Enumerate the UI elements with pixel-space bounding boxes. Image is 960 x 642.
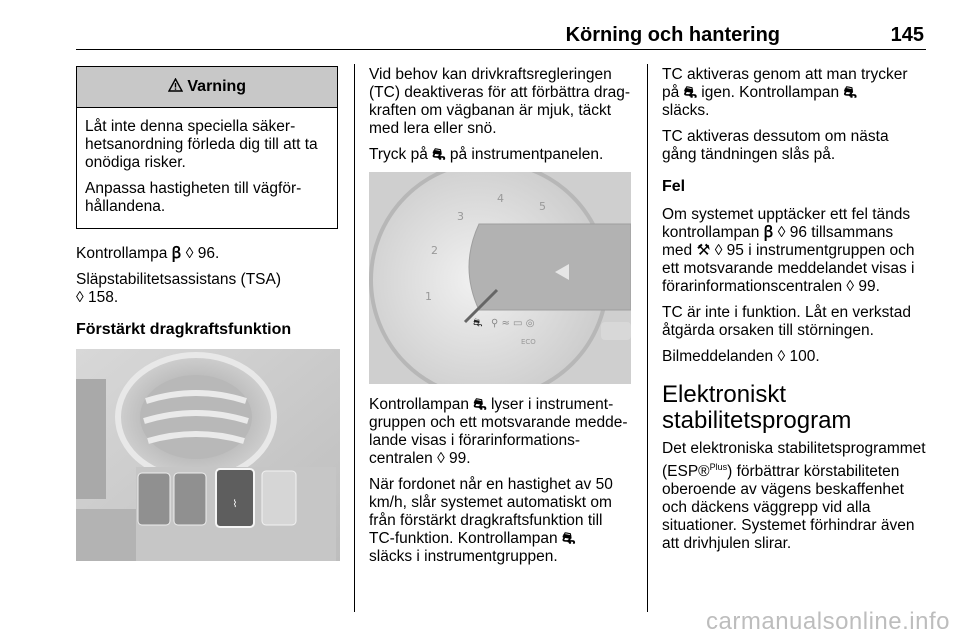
gauge-tick: 3 xyxy=(457,210,464,223)
traction-off-icon: ⛐ xyxy=(561,530,576,547)
traction-off-icon: ⛐ xyxy=(843,84,857,101)
paragraph xyxy=(662,348,927,366)
warning-body xyxy=(77,108,337,228)
text: 99. xyxy=(854,278,880,295)
text: släcks. xyxy=(662,102,710,119)
header-rule xyxy=(76,49,926,50)
svg-text:⌇: ⌇ xyxy=(232,499,238,510)
paragraph: Vid behov kan drivkraftsregleringen (TC) deaktiveras för att förbättra dragkraften om vägbanan är mjuk, täckt med lera eller snö. xyxy=(369,66,631,137)
paragraph xyxy=(369,396,631,468)
paragraph xyxy=(662,206,927,296)
paragraph xyxy=(369,146,631,164)
text: släcks i instrumentgruppen. xyxy=(369,548,558,565)
section-heading: Förstärkt dragkraftsfunktion xyxy=(76,321,292,338)
instrument-cluster-photo xyxy=(369,172,631,384)
gauge-tick: 2 xyxy=(431,244,438,257)
traction-off-icon: ⛐ xyxy=(473,396,487,413)
paragraph xyxy=(76,271,338,307)
page-ref-icon: ◊ xyxy=(777,348,786,365)
text: ) förbättrar körstabiliteten oberoende av vägens beskaffenhet och däckens väggrepp vid alla situationer. Systemet förhindrar även att drivhjulen slirar. xyxy=(662,463,915,553)
paragraph xyxy=(662,440,927,553)
eco-label: ECO xyxy=(521,338,536,346)
text: Kontrollampan xyxy=(369,396,474,413)
page-ref-icon: ◊ xyxy=(846,278,855,295)
section-heading-fel: Fel xyxy=(662,178,686,195)
text: 96. xyxy=(193,245,220,262)
chapter-title: Körning och hantering xyxy=(565,24,780,46)
text: Tryck på xyxy=(369,146,433,163)
warning-text-1: Låt inte denna speciella säkerhetsanordning förleda dig till att ta onödiga risker. xyxy=(85,118,318,171)
section-heading-esp: Elektroniskt stabilitetsprogram xyxy=(662,381,852,434)
traction-off-icon: ⛐ xyxy=(432,146,446,163)
paragraph xyxy=(369,476,631,566)
gauge-tick: 5 xyxy=(539,200,546,213)
warning-triangle-icon xyxy=(168,78,187,95)
page-ref-icon: ◊ xyxy=(777,224,786,241)
gauge-tick: 1 xyxy=(425,290,432,303)
text: 99. xyxy=(444,450,471,467)
text: Det elektroniska stabilitetsprogrammet (ESP® xyxy=(662,440,926,481)
paragraph xyxy=(76,245,338,263)
service-wrench-icon: ⚒ xyxy=(696,242,711,259)
traction-switch-photo xyxy=(76,349,340,561)
text: på instrumentpanelen. xyxy=(445,146,604,163)
svg-text:⚲ ≈ ▭ ◎: ⚲ ≈ ▭ ◎ xyxy=(491,318,535,329)
column-1 xyxy=(76,66,338,561)
text: TC aktiveras genom att man trycker på xyxy=(662,66,908,101)
column-2 xyxy=(369,66,631,574)
text: Bilmeddelanden xyxy=(662,348,778,365)
text: 100. xyxy=(785,348,820,365)
traction-off-icon: ⛐ xyxy=(683,84,697,101)
skid-warning-icon: ꞵ xyxy=(171,245,182,262)
page-ref-icon: ◊ xyxy=(437,450,445,467)
warning-title: Varning xyxy=(187,78,247,95)
column-divider xyxy=(354,64,355,612)
text: Släpstabilitetsassistans (TSA) xyxy=(76,271,282,288)
warning-text-2: Anpassa hastigheten till vägförhållandena. xyxy=(85,180,302,215)
text: Kontrollampa xyxy=(76,245,172,262)
superscript: Plus xyxy=(709,462,728,472)
text: 95 i instrumentgruppen och ett motsvarande meddelandet visas i förarinformationscentralen xyxy=(662,242,915,295)
watermark: carmanualsonline.info xyxy=(706,608,950,635)
page-ref-icon: ◊ xyxy=(76,289,84,306)
paragraph xyxy=(662,66,927,120)
paragraph: TC aktiveras dessutom om nästa gång tändningen slås på. xyxy=(662,128,889,163)
warning-header xyxy=(77,67,337,108)
text: När fordonet når en hastighet av 50 km/h, slår systemet automatiskt om från förstärkt dragkraftsfunktion till TC-funktion. Kontrollampan xyxy=(369,476,613,547)
text: lyser i instrumentgruppen och ett motsvarande meddelande visas i förarinformationscentralen xyxy=(369,396,628,467)
paragraph: TC är inte i funktion. Låt en verkstad åtgärda orsaken till störningen. xyxy=(662,304,911,339)
page-ref-icon: ◊ xyxy=(714,242,723,259)
gauge-tick: 4 xyxy=(497,192,504,205)
column-3 xyxy=(662,66,927,561)
text: Om systemet upptäcker ett fel tänds kontrollampan xyxy=(662,206,911,241)
page-number: 145 xyxy=(890,24,924,46)
page-ref-icon: ◊ xyxy=(185,245,194,262)
text: igen. Kontrollampan xyxy=(696,84,844,101)
text: 96 tillsammans med xyxy=(662,224,894,259)
warning-box xyxy=(76,66,338,229)
svg-text:⛐: ⛐ xyxy=(473,316,483,329)
text: 158. xyxy=(83,289,119,306)
skid-warning-icon: ꞵ xyxy=(763,224,774,241)
column-divider xyxy=(647,64,648,612)
